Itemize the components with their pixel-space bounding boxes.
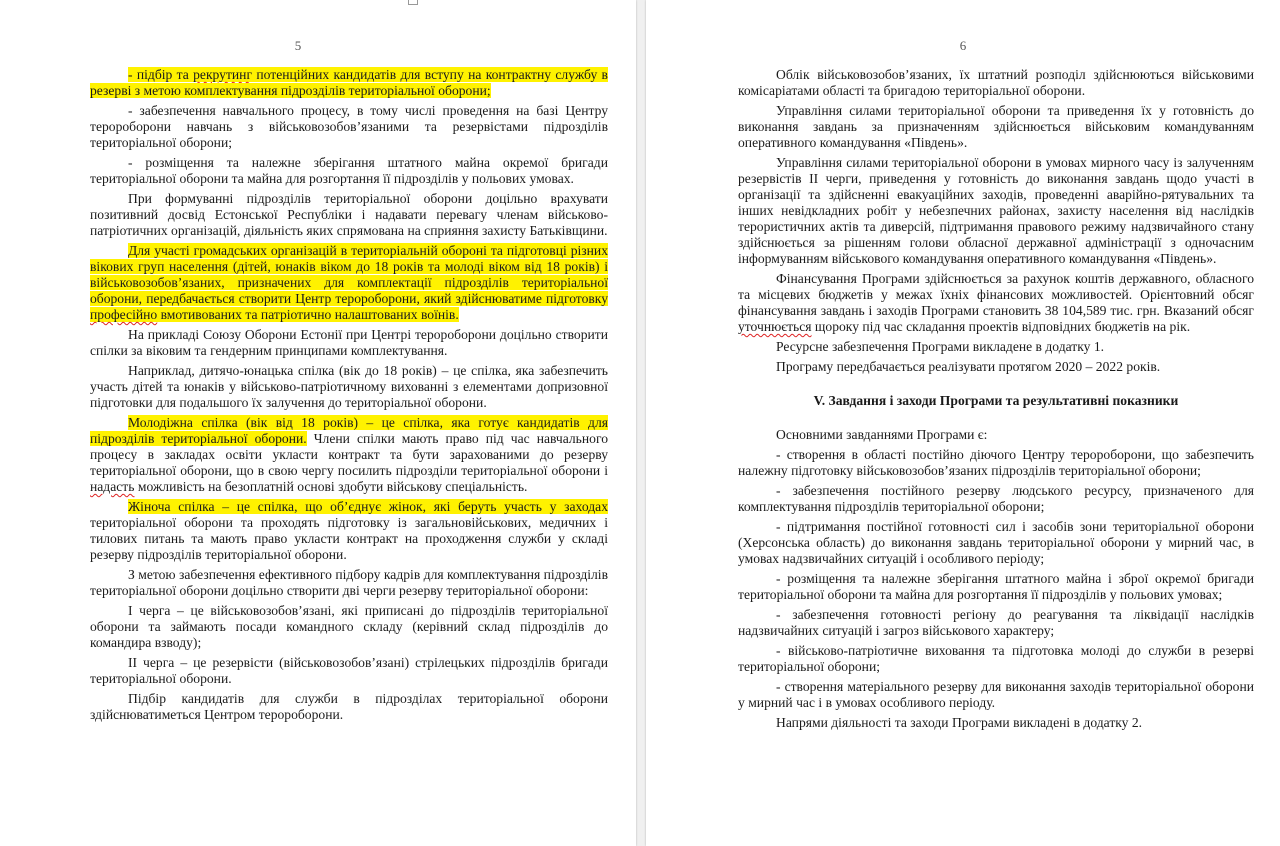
paragraph-text: Члени спілки мають право під час навчального процесу в закладах освіти укласти контракт та бути зарахованими до резерву територіальної оборони, що в свою чергу посилить підрозділи територіальної оборони і	[90, 431, 608, 478]
spellcheck-text: надасть	[90, 479, 135, 494]
paragraph-group	[738, 67, 1254, 375]
paragraph	[90, 243, 608, 323]
highlighted-text: - підбір та	[128, 67, 194, 82]
paragraph	[90, 191, 608, 239]
spellcheck-text: уточнюється	[738, 319, 812, 334]
paragraph-text: При формуванні підрозділів територіальної оборони доцільно врахувати позитивний досвід Естонської Республіки і надавати перевагу членам військово-патріотичних організацій, діяльність яких спрямована на сприяння захисту Батьківщини.	[90, 191, 608, 238]
paragraph-text: Підбір кандидатів для служби в підрозділах територіальної оборони здійснюватиметься Центром теророборони.	[90, 691, 608, 722]
highlighted-text: професійно	[90, 307, 158, 322]
paragraph-text: Фінансування Програми здійснюється за рахунок коштів державного, обласного та місцевих бюджетів у межах їхніх фінансових можливостей. Орієнтовний обсяг фінансування завдань і заходів Програми становить 38 104,589 тис. грн. Вказаний обсяг	[738, 271, 1254, 318]
page-body	[738, 67, 1254, 735]
paragraph	[738, 607, 1254, 639]
paragraph	[90, 327, 608, 359]
paragraph	[90, 567, 608, 599]
document-page-right	[646, 0, 1280, 846]
paragraph-text: Основними завданнями Програми є:	[776, 427, 988, 442]
paragraph-text: На прикладі Союзу Оборони Естонії при Центрі теророборони доцільно створити спілки за віковим та гендерним принципами комплектування.	[90, 327, 608, 358]
paragraph	[738, 715, 1254, 731]
paragraph-text: - забезпечення навчального процесу, в тому числі проведення на базі Центру теророборони навчань з військовозобов’язаними та резервістами підрозділів територіальної оборони;	[90, 103, 608, 150]
paragraph-group	[738, 427, 1254, 731]
paragraph-text: - створення матеріального резерву для виконання заходів територіальної оборони у мирний час і в умовах особливого періоду.	[738, 679, 1254, 710]
paragraph	[90, 655, 608, 687]
paragraph-text: Програму передбачається реалізувати протягом 2020 – 2022 років.	[776, 359, 1161, 374]
paragraph	[738, 447, 1254, 479]
paragraph	[90, 103, 608, 151]
page-top-marker	[408, 0, 418, 5]
paragraph	[738, 359, 1254, 375]
highlighted-text: Жіноча спілка – це спілка, що об’єднує жінок, які беруть участь у заходах	[128, 499, 608, 514]
page-body	[90, 67, 608, 727]
paragraph	[90, 67, 608, 99]
paragraph	[90, 155, 608, 187]
paragraph	[738, 271, 1254, 335]
paragraph-text: щороку під час складання проектів відповідних бюджетів на рік.	[811, 319, 1191, 334]
paragraph	[90, 691, 608, 723]
paragraph	[738, 571, 1254, 603]
paragraph	[738, 427, 1254, 443]
paragraph	[738, 643, 1254, 675]
paragraph-text: Напрями діяльності та заходи Програми викладені в додатку 2.	[776, 715, 1143, 730]
paragraph-text: Наприклад, дитячо-юнацька спілка (вік до 18 років) – це спілка, яка забезпечить участь дітей та юнаків у військово-патріотичному вихованні з елементами допризовної підготовки для подальшого їх залучення до територіальної оборони.	[90, 363, 608, 410]
paragraph-text: Управління силами територіальної оборони в умовах мирного часу із залученням резервістів II черги, приведення у готовність до виконання завдань щодо участі в організації та здійсненні евакуаційних заходів, проведенні аварійно-рятувальних та інших невідкладних робіт у небезпечних районах, захисту населення від наслідків терористичних актів та диверсій, підтримання правового режиму надзвичайного стану здійснюється за рішенням голови обласної державної адміністрації з одночасним інформуванням військового командування оперативного командування «Південь».	[738, 155, 1254, 266]
highlighted-text: потенційних кандидатів для вступу на контрактну службу в резерві з метою комплектування підрозділів територіальної оборони;	[90, 67, 608, 98]
paragraph-text: - створення в області постійно діючого Центру теророборони, що забезпечить належну підготовку військовозобов’язаних підрозділів територіальної оборони;	[738, 447, 1254, 478]
document-page-left	[0, 0, 636, 846]
paragraph-text: I черга – це військовозобов’язані, які приписані до підрозділів територіальної оборони та займають посади командного складу (керівний склад підрозділів до командира взводу);	[90, 603, 608, 650]
paragraph-text: можливість на безоплатній основі здобути військову спеціальність.	[134, 479, 528, 494]
paragraph	[738, 519, 1254, 567]
highlighted-text: рекрутинг	[193, 67, 253, 82]
paragraph-text: Облік військовозобов’язаних, їх штатний розподіл здійснюються військовими комісаріатами області та бригадою територіальної оборони.	[738, 67, 1254, 98]
paragraph	[738, 679, 1254, 711]
section-heading: V. Завдання і заходи Програми та результативні показники	[813, 393, 1179, 408]
paragraph-text: - військово-патріотичне виховання та підготовка молоді до служби в резерві територіальної оборони;	[738, 643, 1254, 674]
paragraph-text: - забезпечення готовності регіону до реагування та ліквідації наслідків надзвичайних ситуацій і загроз військового характеру;	[738, 607, 1254, 638]
paragraph	[738, 339, 1254, 355]
highlighted-text: вмотивованих та патріотично налаштованих воїнів.	[157, 307, 459, 322]
paragraph-text: Ресурсне забезпечення Програми викладене в додатку 1.	[776, 339, 1105, 354]
paragraph-text: - підтримання постійної готовності сил і засобів зони територіальної оборони (Херсонська область) до виконання завдань територіальної оборони у мирний час, в умовах надзвичайних ситуацій і особливого періоду;	[738, 519, 1254, 566]
paragraph	[90, 499, 608, 563]
paragraph-text: - розміщення та належне зберігання штатного майна і зброї окремої бригади територіальної оборони та майна для розгортання її підрозділів у польових умовах;	[738, 571, 1254, 602]
paragraph	[738, 103, 1254, 151]
paragraph	[738, 483, 1254, 515]
paragraph	[90, 603, 608, 651]
paragraph-text: територіальної оборони та проходять підготовку із загальновійськових, медичних і тилових питань та мають право укласти контракт на проходження служби у складі резерву підрозділів територіальної оборони.	[90, 515, 608, 562]
page-number: 6	[959, 38, 967, 53]
page-number: 5	[294, 38, 302, 53]
paragraph-text: З метою забезпечення ефективного підбору кадрів для комплектування підрозділів територіальної оборони доцільно створити дві черги резерву територіальної оборони:	[90, 567, 608, 598]
paragraph	[738, 67, 1254, 99]
paragraph-text: Управління силами територіальної оборони та приведення їх у готовність до виконання завдань за призначенням здійснюється військовим командуванням оперативного командування «Південь».	[738, 103, 1254, 150]
paragraph-text: - розміщення та належне зберігання штатного майна окремої бригади територіальної оборони та майна для розгортання її підрозділів у польових умовах.	[90, 155, 608, 186]
paragraph	[90, 415, 608, 495]
paragraph-text: II черга – це резервісти (військовозобов’язані) стрілецьких підрозділів бригади територіальної оборони.	[90, 655, 608, 686]
highlighted-text: Для участі громадських організацій в територіальній обороні та підготовці різних вікових груп населення (дітей, юнаків віком до 18 років та молоді віком від 18 років) і військовозобов’язаних, призначених для комплектації підрозділів територіальної оборони, передбачається створити Центр теророборони, який здійснюватиме підготовку	[90, 243, 608, 306]
highlighted-text: Молодіжна спілка (вік від 18 років) – це спілка, яка готує кандидатів для підрозділів територіальної оборони.	[90, 415, 608, 446]
paragraph	[738, 155, 1254, 267]
paragraph-text: - забезпечення постійного резерву людського ресурсу, призначеного для комплектування підрозділів територіальної оборони;	[738, 483, 1254, 514]
paragraph	[90, 363, 608, 411]
